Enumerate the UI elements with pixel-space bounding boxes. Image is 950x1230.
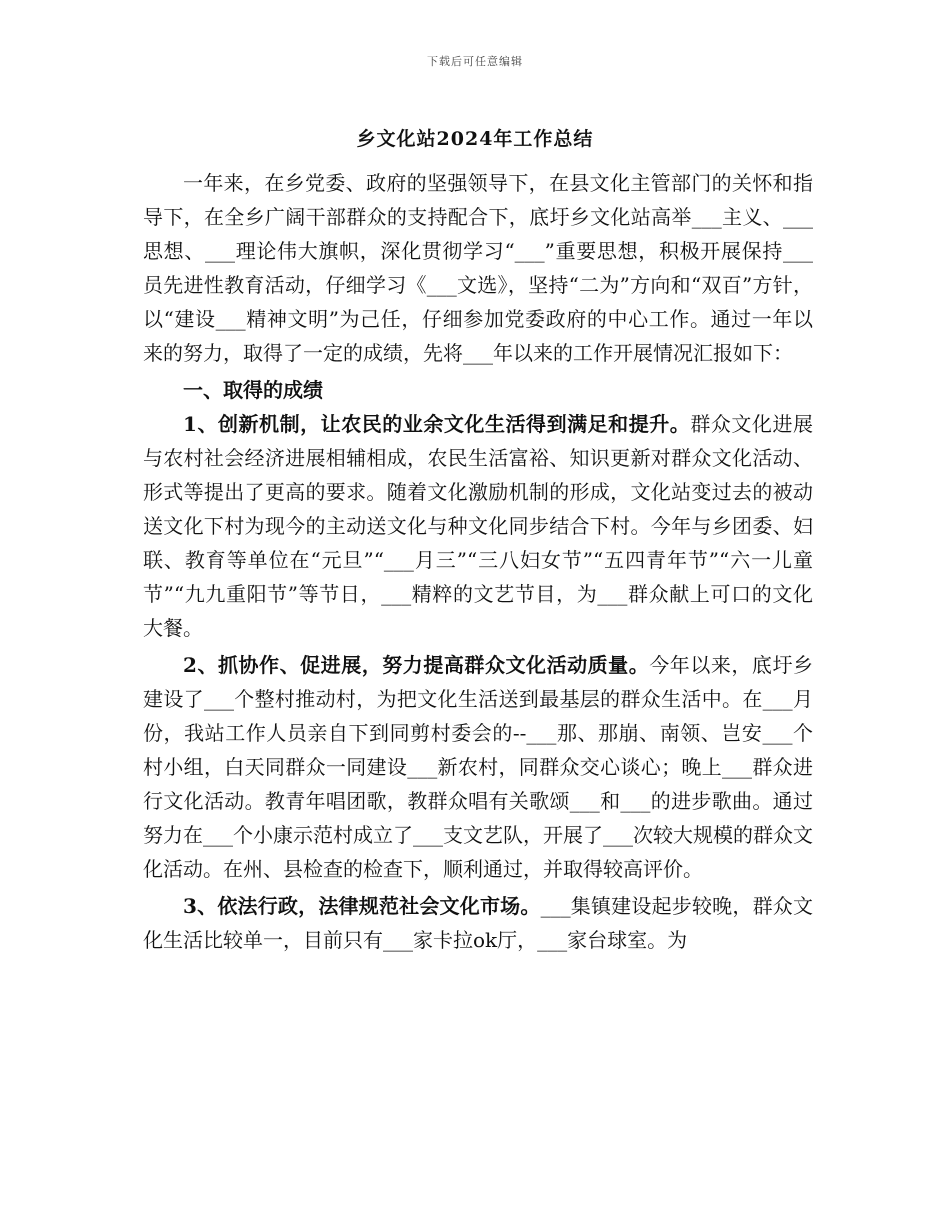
- item-text-1: 群众文化进展与农村社会经济进展相辅相成，农民生活富裕、知识更新对群众文化活动、形式等提出了更高的要求。随着文化激励机制的形成，文化站变过去的被动送文化下村为现今的主动送文化与种文化同步结合下村。今年与乡团委、妇联、教育等单位在“元旦”“___月三”“三八妇女节”“五四青年节”“六一儿童节”“九九重阳节”等节日，___精粹的文艺节目，为___群众献上可口的文化大餐。: [143, 412, 814, 640]
- document-title: 乡文化站2024年工作总结: [356, 128, 594, 150]
- intro-paragraph: 一年来，在乡党委、政府的坚强领导下，在县文化主管部门的关怀和指导下，在全乡广阔干部群众的支持配合下，底圩乡文化站高举___主义、___思想、___理论伟大旗帜，深化贯彻学习“___”重要思想，积极开展保持___员先进性教育活动，仔细学习《___文选》，坚持“二为”方向和“双百”方针，以“建设___精神文明”为己任，仔细参加党委政府的中心工作。通过一年以来的努力，取得了一定的成绩，先将___年以来的工作开展情况汇报如下：: [143, 171, 813, 365]
- item-lead-3: 3、依法行政，法律规范社会文化市场。: [183, 894, 541, 918]
- item-lead-1: 1、创新机制，让农民的业余文化生活得到满足和提升。: [183, 412, 691, 436]
- item-paragraph-2: [143, 648, 813, 886]
- item-text-3: ___集镇建设起步较晚，群众文化生活比较单一，目前只有___家卡拉ok厅，___家台球室。为: [143, 894, 813, 952]
- item-text-2: 今年以来，底圩乡建设了___个整村推动村，为把文化生活送到最基层的群众生活中。在___月份，我站工作人员亲自下到同剪村委会的--___那、那崩、南领、岂安___个村小组，白天同群众一同建设___新农村，同群众交心谈心；晚上___群众进行文化活动。教青年唱团歌，教群众唱有关歌颂___和___的进步歌曲。通过努力在___个小康示范村成立了___支文艺队，开展了___次较大规模的群众文化活动。在州、县检查的检查下，顺利通过，并取得较高评价。: [143, 653, 814, 881]
- item-paragraph-1: [143, 407, 813, 645]
- item-lead-2: 2、抓协作、促进展，努力提高群众文化活动质量。: [183, 653, 650, 677]
- section-heading: 一、取得的成绩: [183, 378, 323, 402]
- document-body: [143, 166, 813, 960]
- header-note: 下载后可任意编辑: [427, 55, 523, 68]
- item-paragraph-3: [143, 889, 813, 957]
